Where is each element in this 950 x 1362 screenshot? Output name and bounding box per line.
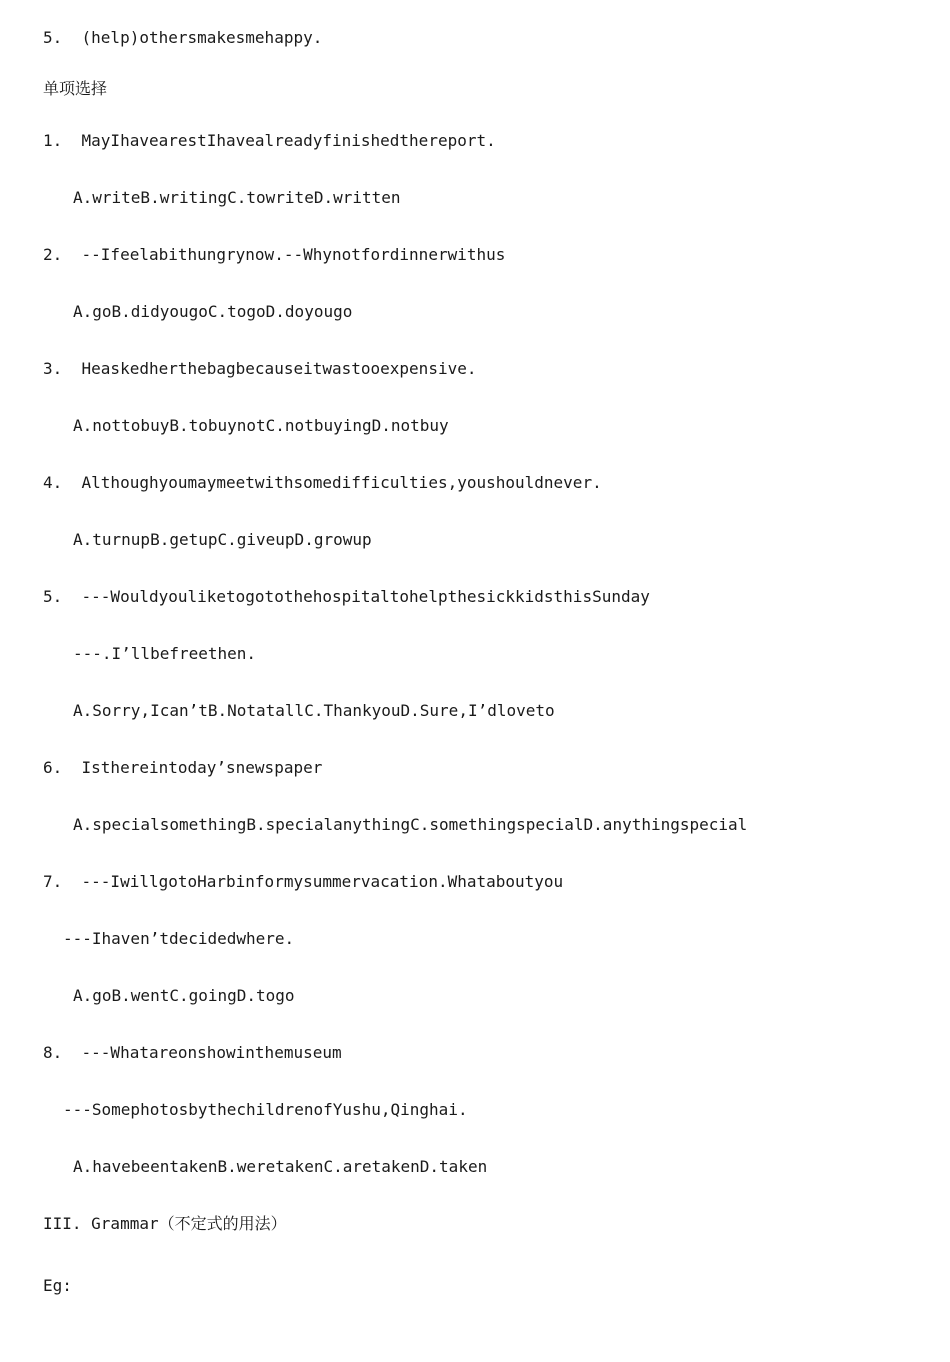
question-4-stem: 4. Althoughyoumaymeetwithsomedifficulties,youshouldnever. <box>43 473 602 492</box>
question-5-stem: 5. ---WouldyouliketogotothehospitaltohelpthesickkidsthisSunday <box>43 587 650 606</box>
question-4-options: A.turnupB.getupC.giveupD.growup <box>73 530 372 549</box>
question-5-options: A.Sorry,Ican’tB.NotatallC.ThankyouD.Sure,I’dloveto <box>73 701 555 720</box>
question-2-stem: 2. --Ifeelabithungrynow.--Whynotfordinnerwithus <box>43 245 506 264</box>
question-6-stem: 6. Isthereintoday’snewspaper <box>43 758 323 777</box>
question-1-options: A.writeB.writingC.towriteD.written <box>73 188 401 207</box>
fill-blank-item-5: 5. (help)othersmakesmehappy. <box>43 28 323 47</box>
question-1-stem: 1. MayIhavearestIhavealreadyfinishedthereport. <box>43 131 496 150</box>
question-8-reply: ---SomephotosbythechildrenofYushu,Qinghai. <box>63 1100 468 1119</box>
question-3-stem: 3. Heaskedherthebagbecauseitwastooexpensive. <box>43 359 477 378</box>
question-7-reply: ---Ihaven’tdecidedwhere. <box>63 929 295 948</box>
question-7-options: A.goB.wentC.goingD.togo <box>73 986 295 1005</box>
question-2-options: A.goB.didyougoC.togoD.doyougo <box>73 302 353 321</box>
question-3-options: A.nottobuyB.tobuynotC.notbuyingD.notbuy <box>73 416 449 435</box>
question-8-stem: 8. ---Whatareonshowinthemuseum <box>43 1043 342 1062</box>
question-5-reply: ---.I’llbefreethen. <box>73 644 257 663</box>
question-8-options: A.havebeentakenB.weretakenC.aretakenD.taken <box>73 1157 488 1176</box>
grammar-section-title: III. Grammar（不定式的用法） <box>43 1214 287 1233</box>
example-label: Eg: <box>43 1276 72 1295</box>
question-7-stem: 7. ---IwillgotoHarbinformysummervacation.Whataboutyou <box>43 872 564 891</box>
section-title: 单项选择 <box>43 79 108 98</box>
question-6-options: A.specialsomethingB.specialanythingC.somethingspecialD.anythingspecial <box>73 815 748 834</box>
